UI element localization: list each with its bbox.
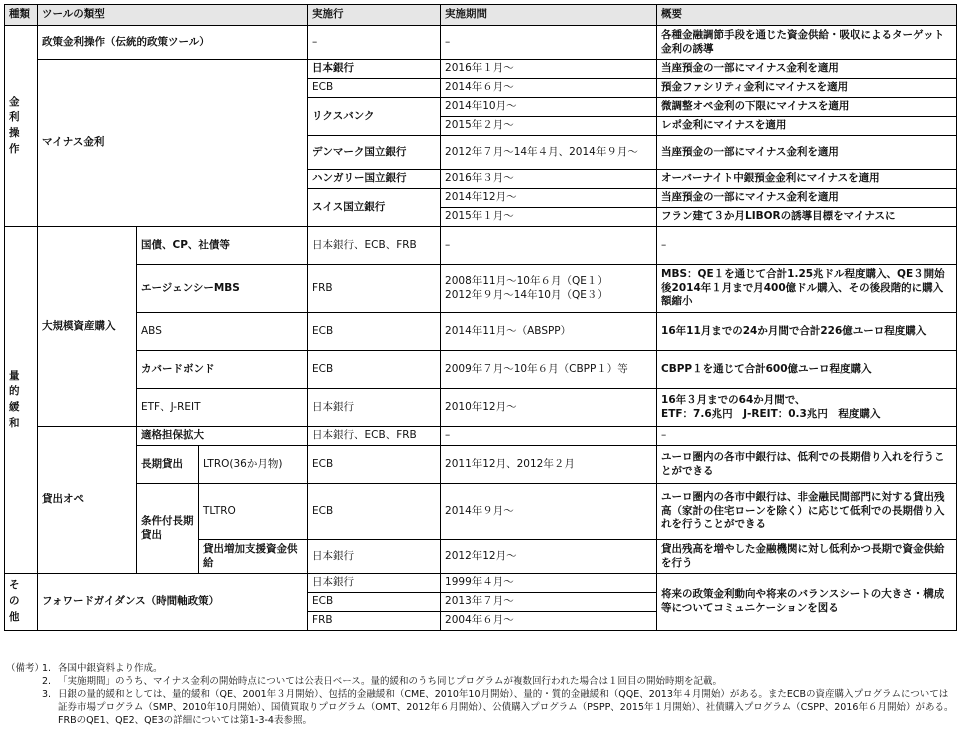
category-other: その他: [5, 574, 38, 631]
bank-cell: FRB: [308, 612, 441, 631]
tool-tltro: TLTRO: [199, 484, 308, 540]
period-cell: –: [441, 427, 657, 446]
category-rate: 金利操作: [5, 26, 38, 227]
bank-cell: ハンガリー国立銀行: [308, 170, 441, 189]
tool-govbonds: 国債、CP、社債等: [137, 227, 308, 265]
group-long-term: 長期貸出: [137, 446, 199, 484]
table-row: [5, 574, 957, 593]
summary-cell: 16年11月までの24か月間で合計226億ユーロ程度購入: [657, 313, 957, 351]
bank-cell: 日本銀行: [308, 574, 441, 593]
summary-cell: レポ金利にマイナスを適用: [657, 117, 957, 136]
period-cell: 2004年６月～: [441, 612, 657, 631]
bank-cell: デンマーク国立銀行: [308, 136, 441, 170]
bank-cell: ECB: [308, 79, 441, 98]
table-row: [5, 60, 957, 79]
period-cell: 2016年３月～: [441, 170, 657, 189]
period-cell: 2009年７月～10年６月（CBPP１）等: [441, 351, 657, 389]
header-summary: 概要: [657, 5, 957, 26]
header-kind: 種類: [5, 5, 38, 26]
period-cell: 2012年12月～: [441, 540, 657, 574]
header-bank: 実施行: [308, 5, 441, 26]
bank-cell: –: [308, 26, 441, 60]
tool-policy-rate: 政策金利操作（伝統的政策ツール）: [38, 26, 308, 60]
period-cell: 2011年12月、2012年２月: [441, 446, 657, 484]
summary-cell: 当座預金の一部にマイナス金利を適用: [657, 189, 957, 208]
summary-cell: MBS：QE１を通じて合計1.25兆ドル程度購入、QE３開始後2014年１月まで月400億ドル購入、その後段階的に購入額縮小: [657, 265, 957, 313]
summary-cell: 当座預金の一部にマイナス金利を適用: [657, 60, 957, 79]
table-row: [5, 446, 957, 484]
category-qe: 量的緩和: [5, 227, 38, 574]
period-cell: 2015年２月～: [441, 117, 657, 136]
period-cell: 2014年10月～: [441, 98, 657, 117]
bank-cell: ECB: [308, 351, 441, 389]
tool-covered-bond: カバードボンド: [137, 351, 308, 389]
tool-mbs: エージェンシーMBS: [137, 265, 308, 313]
table-row: [5, 389, 957, 427]
note-2: 2. 「実施期間」のうち、マイナス金利の開始時点については公表日ベース。量的緩和のうち同じプログラムが複数回行われた場合は１回目の開始時期を記載。: [42, 676, 722, 688]
bank-cell: ECB: [308, 446, 441, 484]
tool-lending-support: 貸出増加支援資金供給: [199, 540, 308, 574]
table-row: [5, 313, 957, 351]
bank-cell: ECB: [308, 593, 441, 612]
note-1: （備考） 1. 各国中銀資料より作成。: [6, 663, 163, 674]
period-cell: 2016年１月～: [441, 60, 657, 79]
summary-cell: 預金ファシリティ金利にマイナスを適用: [657, 79, 957, 98]
period-cell: 2010年12月～: [441, 389, 657, 427]
bank-cell: FRB: [308, 265, 441, 313]
tool-negative-rate: マイナス金利: [38, 60, 308, 227]
summary-cell: –: [657, 227, 957, 265]
bank-cell: 日本銀行: [308, 389, 441, 427]
summary-cell: 微調整オペ金利の下限にマイナスを適用: [657, 98, 957, 117]
period-cell: 2014年９月～: [441, 484, 657, 540]
summary-cell: ユーロ圏内の各市中銀行は、非金融民間部門に対する貸出残高（家計の住宅ローンを除く）に応じて低利での長期借り入れを行うことができる: [657, 484, 957, 540]
table-row: [5, 427, 957, 446]
period-cell: 2014年６月～: [441, 79, 657, 98]
period-cell: 2008年11月～10年６月（QE１） 2012年９月～14年10月（QE３）: [441, 265, 657, 313]
period-cell: –: [441, 26, 657, 60]
tool-ltro: LTRO(36か月物): [199, 446, 308, 484]
table-row: [5, 484, 957, 540]
bank-cell: 日本銀行: [308, 540, 441, 574]
bank-cell: ECB: [308, 313, 441, 351]
bank-cell: 日本銀行、ECB、FRB: [308, 227, 441, 265]
policy-tools-table: [4, 4, 957, 631]
period-cell: 2015年１月～: [441, 208, 657, 227]
bank-cell: 日本銀行: [308, 60, 441, 79]
summary-cell: 当座預金の一部にマイナス金利を適用: [657, 136, 957, 170]
bank-cell: ECB: [308, 484, 441, 540]
header-row: [5, 5, 957, 26]
group-conditional: 条件付長期貸出: [137, 484, 199, 574]
summary-cell: –: [657, 427, 957, 446]
group-large-scale: 大規模資産購入: [38, 227, 137, 427]
summary-cell: 将来の政策金利動向や将来のバランスシートの大きさ・構成等についてコミュニケーションを図る: [657, 574, 957, 631]
notes: [6, 662, 954, 728]
period-cell: 2012年７月～14年４月、2014年９月～: [441, 136, 657, 170]
summary-cell: ユーロ圏内の各市中銀行は、低利での長期借り入れを行うことができる: [657, 446, 957, 484]
group-lending: 貸出オペ: [38, 427, 137, 574]
header-tool-type: ツールの類型: [38, 5, 308, 26]
period-cell: 2014年12月～: [441, 189, 657, 208]
summary-cell: オーバーナイト中銀預金金利にマイナスを適用: [657, 170, 957, 189]
bank-cell: 日本銀行、ECB、FRB: [308, 427, 441, 446]
table-row: [5, 351, 957, 389]
table-row: [5, 227, 957, 265]
tool-collateral: 適格担保拡大: [137, 427, 308, 446]
summary-cell: 各種金融調節手段を通じた資金供給・吸収によるターゲット金利の誘導: [657, 26, 957, 60]
tool-forward-guidance: フォワードガイダンス（時間軸政策）: [38, 574, 308, 631]
period-cell: 1999年４月～: [441, 574, 657, 593]
header-period: 実施期間: [441, 5, 657, 26]
tool-etf: ETF、J-REIT: [137, 389, 308, 427]
bank-cell: リクスバンク: [308, 98, 441, 136]
period-cell: 2014年11月～（ABSPP）: [441, 313, 657, 351]
summary-cell: フラン建て３か月LIBORの誘導目標をマイナスに: [657, 208, 957, 227]
summary-cell: CBPP１を通じて合計600億ユーロ程度購入: [657, 351, 957, 389]
summary-cell: 貸出残高を増やした金融機関に対し低利かつ長期で資金供給を行う: [657, 540, 957, 574]
table-row: [5, 26, 957, 60]
notes-label: （備考）: [6, 663, 45, 674]
period-cell: 2013年７月～: [441, 593, 657, 612]
bank-cell: スイス国立銀行: [308, 189, 441, 227]
note-3: 3. 日銀の量的緩和としては、量的緩和（QE、2001年３月開始）、包括的金融緩和（CME、2010年10月開始）、量的・質的金融緩和（QQE、2013年４月開始）がある。またECBの資産購入プログラムについては証券市場プログラム（SMP、2010年10月開始）、国債買取りプログラム（OMT、2012年６月開始）、公債購入プログラム（PSPP、2015年１月開始）、社債購入プログラム（CSPP、2016年６月開始）がある。FRBのQE1、QE2、QE3の詳細については第1-3-4表参照。: [42, 689, 954, 727]
table-row: [5, 265, 957, 313]
tool-abs: ABS: [137, 313, 308, 351]
period-cell: –: [441, 227, 657, 265]
summary-cell: 16年３月までの64か月間で、 ETF：7.6兆円 J-REIT：0.3兆円 程度購入: [657, 389, 957, 427]
